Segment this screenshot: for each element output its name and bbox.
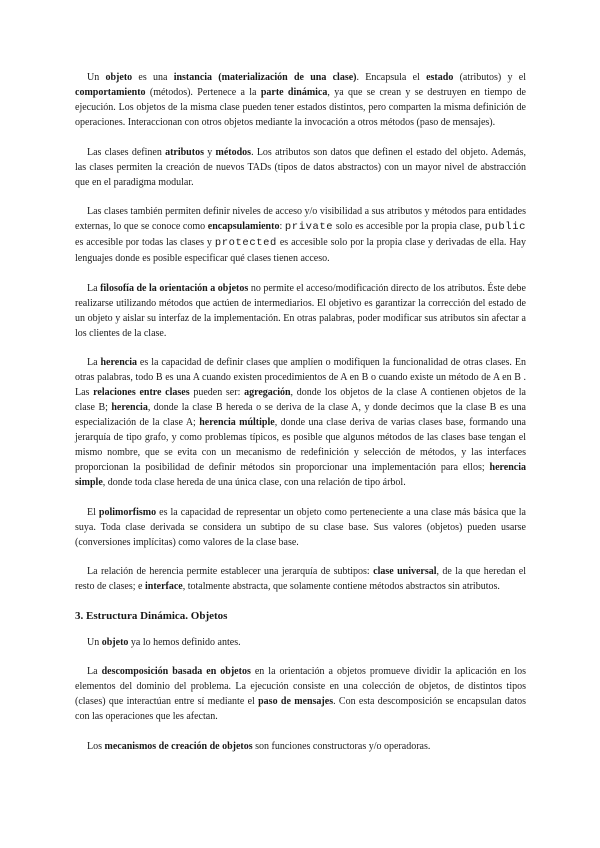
text: Un <box>87 72 106 83</box>
text: Las clases también permiten definir niveles de acceso y/o visibilidad a sus atributos y métodos para entidades externas, lo que se conoce como <box>75 206 526 232</box>
term-objeto: objeto <box>105 72 133 83</box>
term-herencia-simple: herencia simple <box>75 462 526 488</box>
term-objeto: objeto <box>101 636 129 648</box>
text: son funciones constructoras y/o operadoras. <box>252 740 431 752</box>
text: es una <box>132 72 174 83</box>
text: , donde la clase B hereda o se deriva de la clase A, y donde decimos que la clase B es una especialización de la clase A; <box>75 402 526 428</box>
paragraph-encapsulamiento <box>75 204 526 266</box>
section-heading: 3. Estructura Dinámica. Objetos <box>75 609 228 622</box>
text: pueden ser: <box>189 387 245 398</box>
term-paso-mensajes: paso de mensajes <box>258 696 334 707</box>
text: . Con esta descomposición se encapsulan datos con las operaciones que les afectan. <box>75 696 526 722</box>
term-comportamiento: comportamiento <box>75 87 146 98</box>
paragraph-clases <box>75 145 526 190</box>
text: es la capacidad de definir clases que amplíen o modifiquen la funcionalidad de otras clases. En otras palabras, todo B es una A cuando existen procedimientos de A en B o cuando existe un método de A en B . Las <box>75 357 526 398</box>
text: . Los atributos son datos que definen el estado del objeto. Además, las clases permiten la creación de nuevos TADs (tipos de datos abstractos) con un mayor nivel de abstracción que en el paradigma modular. <box>75 146 526 188</box>
keyword-public: public <box>484 221 526 233</box>
paragraph-polimorfismo <box>75 505 526 550</box>
text: La <box>87 666 102 677</box>
term-instancia: instancia (materialización de una clase) <box>173 72 357 83</box>
term-herencia-multiple: herencia múltiple <box>199 417 275 428</box>
term-atributos: atributos <box>165 146 204 158</box>
term-herencia-2: herencia <box>111 402 148 413</box>
text: , ya que se crean y se destruyen en tiempo de ejecución. Los objetos de la misma clase pueden tener estados distintos, pero comparten la misma definición de operaciones. Interaccionan con otros objetos mediante la invocación a otros métodos (paso de mensajes). <box>75 87 526 128</box>
term-clase-universal: clase universal <box>373 566 437 577</box>
paragraph-mecanismos <box>75 739 526 754</box>
term-interface: interface <box>144 581 183 592</box>
text: es accesible por todas las clases y <box>75 237 215 248</box>
text: Las clases definen <box>87 146 166 158</box>
term-descomposicion: descomposición basada en objetos <box>101 666 251 677</box>
text: El <box>87 506 99 518</box>
text: , donde toda clase hereda de una única clase, con una relación de tipo árbol. <box>102 477 406 488</box>
text: Un <box>87 636 102 648</box>
term-encapsulamiento: encapsulamiento <box>207 221 280 232</box>
term-filosofia: filosofía de la orientación a objetos <box>100 282 249 294</box>
paragraph-herencia <box>75 355 526 490</box>
term-agregacion: agregación <box>244 387 291 398</box>
term-relaciones: relaciones entre clases <box>93 387 190 398</box>
term-estado: estado <box>426 72 454 83</box>
text: La relación de herencia permite establecer una jerarquía de subtipos: <box>87 566 374 577</box>
keyword-protected: protected <box>214 237 277 249</box>
text: La <box>87 282 101 294</box>
text: : <box>279 221 285 232</box>
paragraph-jerarquia <box>75 564 526 594</box>
paragraph-objeto-definido <box>75 635 526 650</box>
text: ya lo hemos definido antes. <box>128 636 241 648</box>
text: , totalmente abstracta, que solamente contiene métodos abstractos sin atributos. <box>182 581 500 592</box>
text: es la capacidad de representar un objeto como perteneciente a una clase más básica que la suya. Toda clase derivada se considera un subtipo de su clase base. Sus valores (objetos) pueden usarse (conversiones implícitas) como valores de la clase base. <box>75 506 526 548</box>
keyword-private: private <box>284 221 334 233</box>
document-page <box>75 70 526 768</box>
text: , donde los objetos de la clase A contienen objetos de la clase B; <box>75 387 526 413</box>
text: (atributos) y el <box>453 72 526 83</box>
text: en la orientación a objetos promueve dividir la aplicación en los elementos del dominio del problema. La ejecución consiste en una colección de objetos, de distintos tipos (clases) que interactúan entre sí mediante el <box>75 666 526 707</box>
term-herencia: herencia <box>100 357 137 368</box>
text: y <box>203 146 216 158</box>
paragraph-filosofia <box>75 281 526 341</box>
paragraph-objeto <box>75 70 526 130</box>
text: es accesible solo por la propia clase y derivadas de ella. Hay lenguajes donde es posible especificar qué clases tienen acceso. <box>75 237 526 264</box>
text: Los <box>87 740 105 752</box>
text: . Encapsula el <box>356 72 427 83</box>
paragraph-descomposicion <box>75 664 526 724</box>
term-polimorfismo: polimorfismo <box>98 506 157 518</box>
text: no permite el acceso/modificación directo de los atributos. Éste debe realizarse utilizando métodos que actúen de intermediarios. El objetivo es garantizar la corrección del estado de un objeto y aislar su interfaz de la implementación. En otras palabras, poder modificar sus atributos sin afectar a los clientes de la clase. <box>75 282 526 339</box>
term-metodos: métodos <box>215 146 252 158</box>
text: , de la que heredan el resto de clases; e <box>75 566 526 592</box>
term-mecanismos: mecanismos de creación de objetos <box>104 740 253 752</box>
text: La <box>87 357 101 368</box>
text: , donde una clase deriva de varias clases base, formando una jerarquía de tipo grafo, y como problemas típicos, es posible que algunos métodos de las clases base tengan el mismo nombre, que se evita con un mecanismo de redefinición y selección de métodos, y las interfaces proporcionan la posibilidad de definir métodos sin proporcionar una implementación para ellos; <box>75 417 526 473</box>
text: (métodos). Pertenece a la <box>145 87 261 98</box>
term-parte-dinamica: parte dinámica <box>260 87 328 98</box>
text: solo es accesible por la propia clase, <box>333 221 485 232</box>
